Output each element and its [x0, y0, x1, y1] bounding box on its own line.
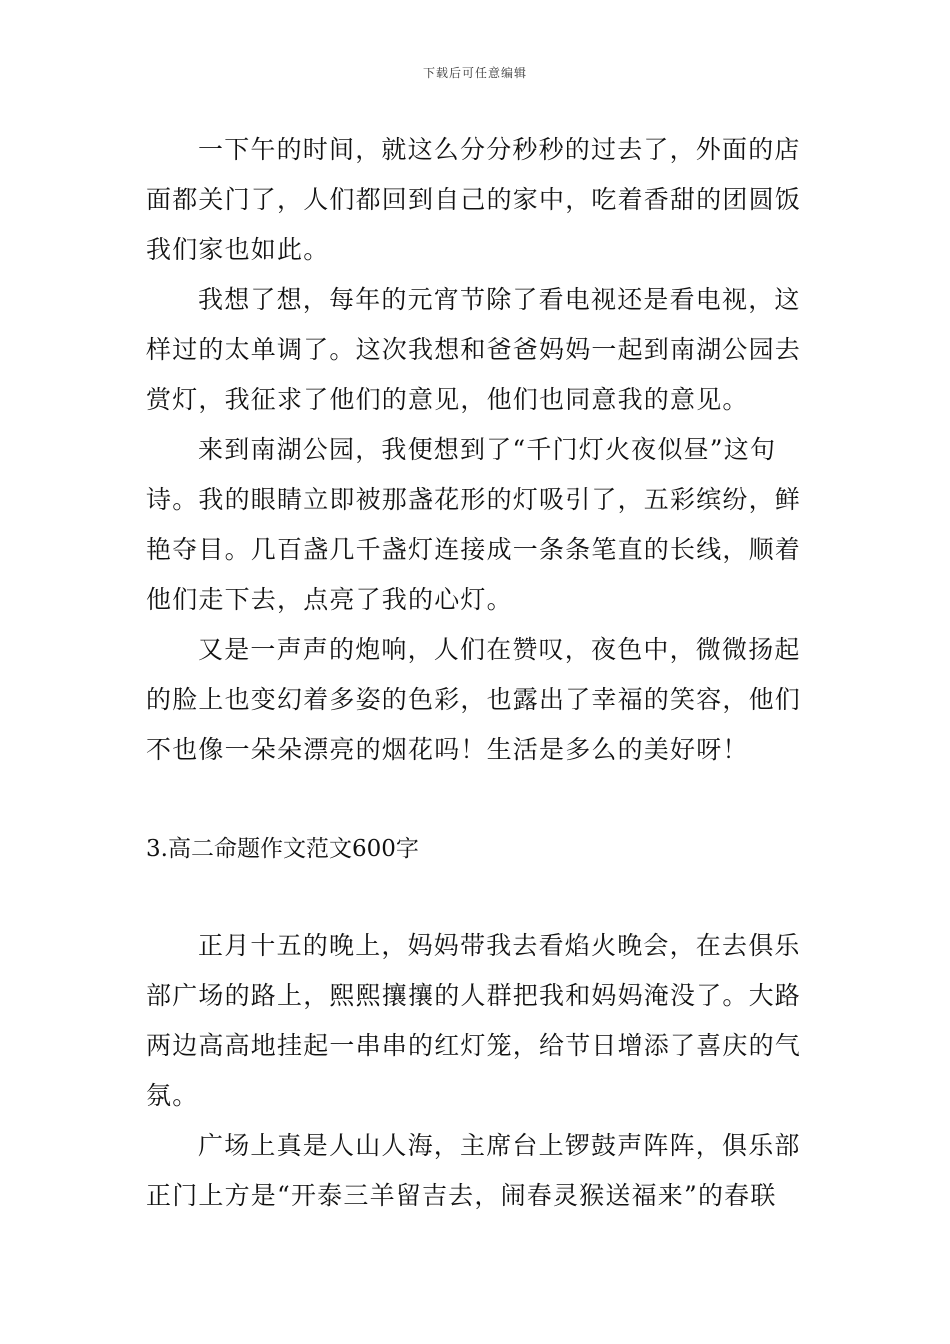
paragraph-line: 诗。我的眼睛立即被那盏花形的灯吸引了，五彩缤纷，鲜 [146, 485, 802, 514]
paragraph-line: 不也像一朵朵漂亮的烟花吗！生活是多么的美好呀！ [146, 735, 749, 764]
page-header: 下载后可任意编辑 [422, 66, 527, 80]
paragraph-line: 我们家也如此。 [146, 235, 330, 264]
paragraph-line: 样过的太单调了。这次我想和爸爸妈妈一起到南湖公园去 [146, 335, 802, 364]
section-heading: 3.高二命题作文范文600字 [146, 836, 419, 862]
paragraph-line: 的脸上也变幻着多姿的色彩，也露出了幸福的笑容，他们 [146, 685, 802, 714]
paragraph-line: 又是一声声的炮响，人们在赞叹，夜色中，微微扬起 [198, 635, 801, 664]
paragraph-line: 正门上方是“开泰三羊留吉去，闹春灵猴送福来”的春联 [146, 1181, 777, 1210]
paragraph-line: 两边高高地挂起一串串的红灯笼，给节日增添了喜庆的气 [146, 1031, 802, 1060]
paragraph-line: 他们走下去，点亮了我的心灯。 [146, 585, 513, 614]
paragraph-line: 来到南湖公园，我便想到了“千门灯火夜似昼”这句 [198, 435, 777, 464]
paragraph-line: 正月十五的晚上，妈妈带我去看焰火晚会，在去俱乐 [198, 931, 801, 960]
paragraph-line: 氛。 [146, 1081, 199, 1110]
paragraph-line: 我想了想，每年的元宵节除了看电视还是看电视，这 [198, 285, 801, 314]
paragraph-line: 部广场的路上，熙熙攘攘的人群把我和妈妈淹没了。大路 [146, 981, 802, 1010]
paragraph-line: 广场上真是人山人海，主席台上锣鼓声阵阵，俱乐部 [198, 1131, 801, 1160]
paragraph-line: 艳夺目。几百盏几千盏灯连接成一条条笔直的长线，顺着 [146, 535, 802, 564]
paragraph-line: 面都关门了，人们都回到自己的家中，吃着香甜的团圆饭 [146, 185, 802, 214]
paragraph-line: 赏灯，我征求了他们的意见，他们也同意我的意见。 [146, 385, 749, 414]
paragraph-line: 一下午的时间，就这么分分秒秒的过去了，外面的店 [198, 135, 801, 164]
